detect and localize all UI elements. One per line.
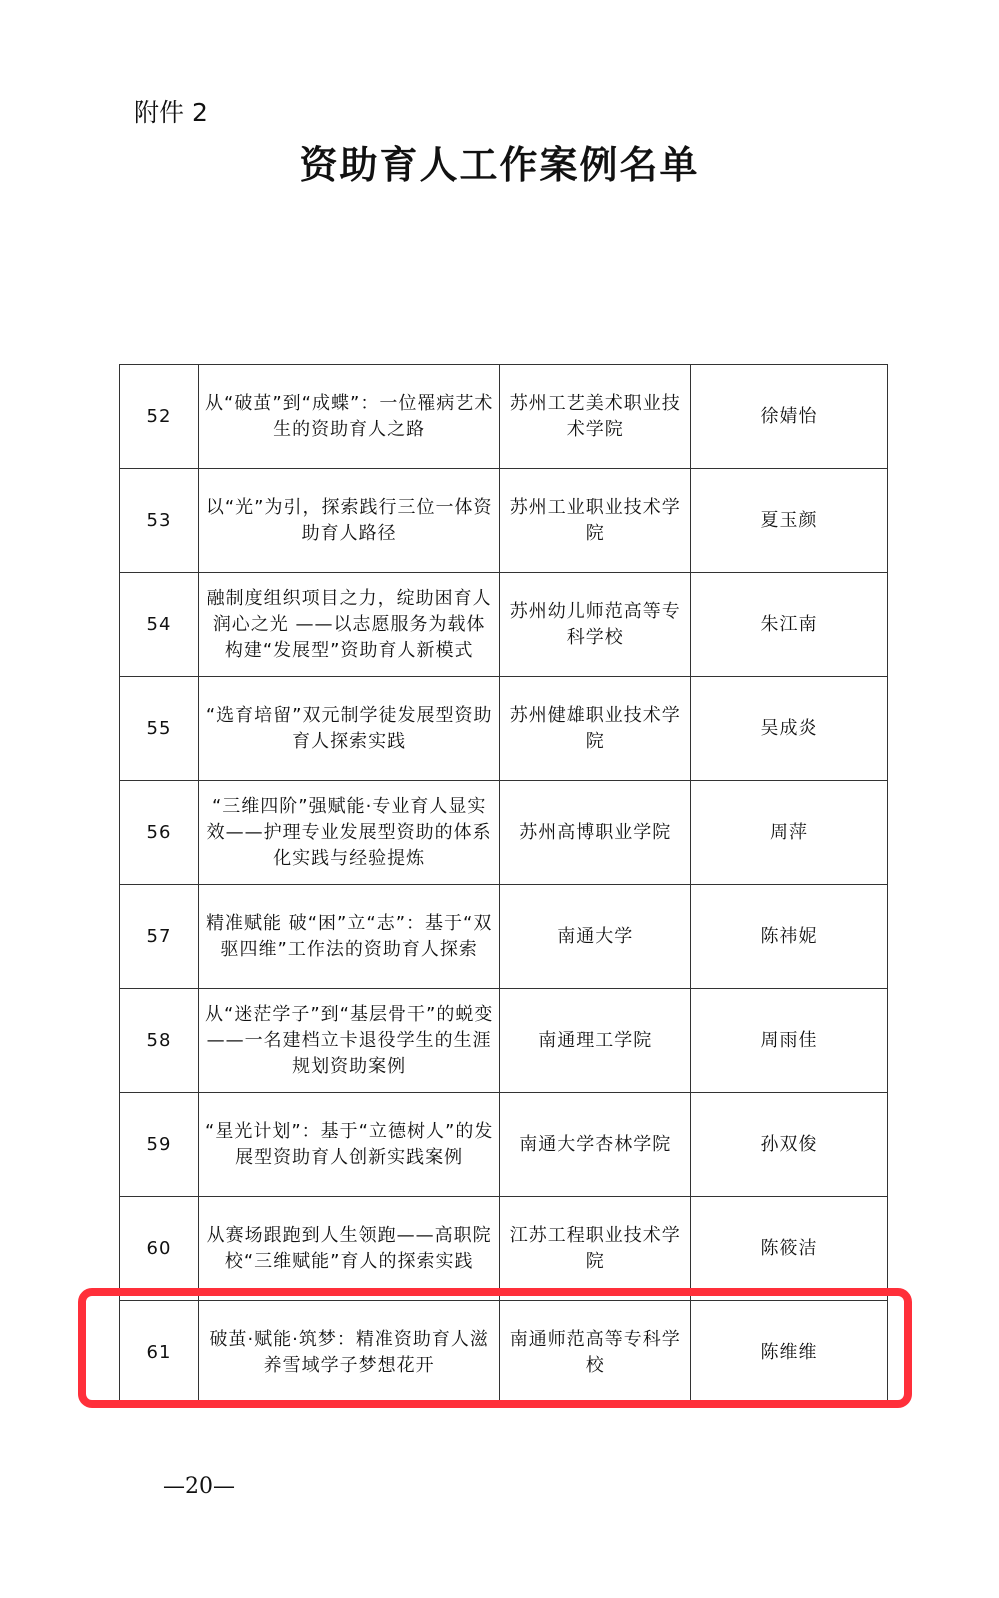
row-number: 59 <box>120 1093 199 1197</box>
table-row <box>120 885 888 989</box>
case-name: “选育培留”双元制学徒发展型资助育人探索实践 <box>198 677 499 781</box>
row-number: 52 <box>120 365 199 469</box>
table-row <box>120 677 888 781</box>
school-name: 南通大学杏林学院 <box>500 1093 691 1197</box>
school-name: 苏州工业职业技术学院 <box>500 469 691 573</box>
school-name: 苏州健雄职业技术学院 <box>500 677 691 781</box>
row-number: 60 <box>120 1197 199 1301</box>
case-name: 从“迷茫学子”到“基层骨干”的蜕变——一名建档立卡退役学生的生涯规划资助案例 <box>198 989 499 1093</box>
school-name: 南通师范高等专科学校 <box>500 1301 691 1405</box>
table-row <box>120 1197 888 1301</box>
school-name: 苏州幼儿师范高等专科学校 <box>500 573 691 677</box>
school-name: 江苏工程职业技术学院 <box>500 1197 691 1301</box>
case-name: 破茧·赋能·筑梦：精准资助育人滋养雪域学子梦想花开 <box>198 1301 499 1405</box>
case-list-table <box>119 364 888 1405</box>
case-name: 融制度组织项目之力，绽助困育人润心之光 ——以志愿服务为载体构建“发展型”资助育人新模式 <box>198 573 499 677</box>
row-number: 53 <box>120 469 199 573</box>
person-name: 陈祎妮 <box>691 885 888 989</box>
school-name: 南通理工学院 <box>500 989 691 1093</box>
person-name: 周雨佳 <box>691 989 888 1093</box>
page-number: —20— <box>163 1474 235 1499</box>
table-row-highlighted <box>120 1301 888 1405</box>
row-number: 57 <box>120 885 199 989</box>
school-name: 苏州工艺美术职业技术学院 <box>500 365 691 469</box>
attachment-label: 附件 2 <box>134 98 208 127</box>
person-name: 吴成炎 <box>691 677 888 781</box>
person-name: 周萍 <box>691 781 888 885</box>
table-row <box>120 365 888 469</box>
table-row <box>120 573 888 677</box>
school-name: 苏州高博职业学院 <box>500 781 691 885</box>
table-row <box>120 1093 888 1197</box>
case-name: 以“光”为引，探索践行三位一体资助育人路径 <box>198 469 499 573</box>
person-name: 陈维维 <box>691 1301 888 1405</box>
person-name: 徐婧怡 <box>691 365 888 469</box>
person-name: 夏玉颜 <box>691 469 888 573</box>
case-name: 从赛场跟跑到人生领跑——高职院校“三维赋能”育人的探索实践 <box>198 1197 499 1301</box>
person-name: 朱江南 <box>691 573 888 677</box>
row-number: 55 <box>120 677 199 781</box>
case-name: 精准赋能 破“困”立“志”：基于“双驱四维”工作法的资助育人探索 <box>198 885 499 989</box>
table-row <box>120 469 888 573</box>
row-number: 56 <box>120 781 199 885</box>
case-name: “星光计划”：基于“立德树人”的发展型资助育人创新实践案例 <box>198 1093 499 1197</box>
row-number: 58 <box>120 989 199 1093</box>
person-name: 陈筱洁 <box>691 1197 888 1301</box>
table-row <box>120 781 888 885</box>
table-row <box>120 989 888 1093</box>
case-name: “三维四阶”强赋能·专业育人显实效——护理专业发展型资助的体系化实践与经验提炼 <box>198 781 499 885</box>
row-number: 61 <box>120 1301 199 1405</box>
case-name: 从“破茧”到“成蝶”：一位罹病艺术生的资助育人之路 <box>198 365 499 469</box>
school-name: 南通大学 <box>500 885 691 989</box>
row-number: 54 <box>120 573 199 677</box>
page-title: 资助育人工作案例名单 <box>299 142 700 187</box>
person-name: 孙双俊 <box>691 1093 888 1197</box>
